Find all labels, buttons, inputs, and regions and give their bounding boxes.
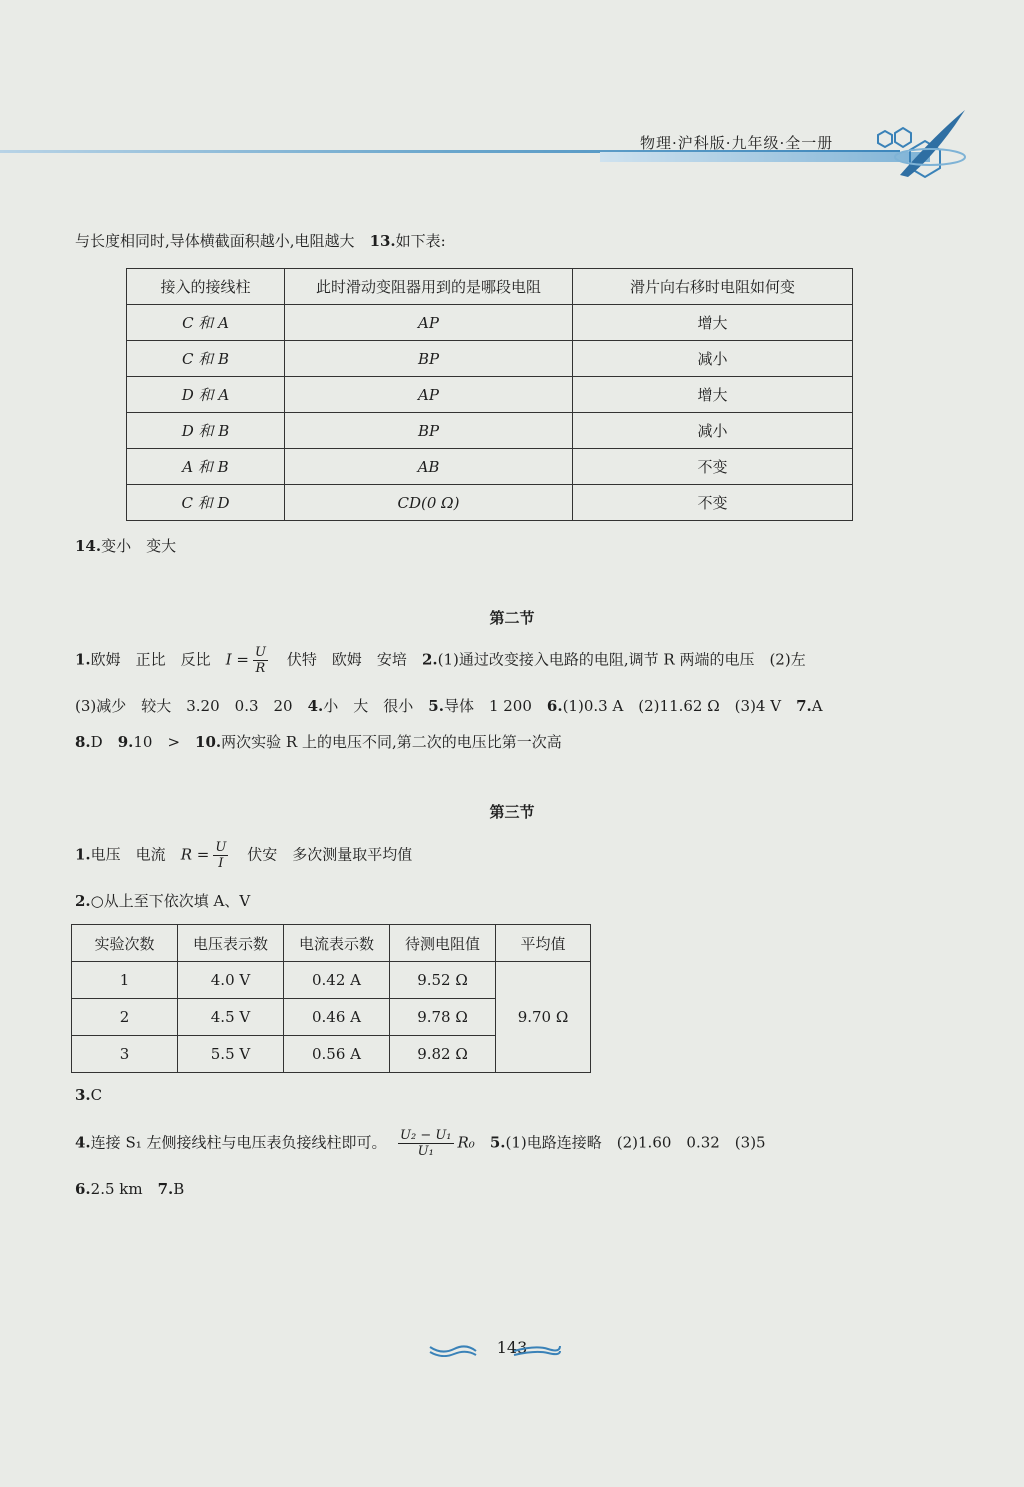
intro-line (75, 230, 446, 251)
answer-text: ○从上至下依次填 A、V (90, 892, 251, 910)
fraction (213, 840, 228, 871)
fraction-numerator: U (254, 645, 266, 660)
r0-symbol: R₀ (457, 1133, 475, 1152)
table2-cell: 9.78 Ω (390, 999, 496, 1036)
q14-text: 变小 变大 (101, 537, 177, 555)
resistance-formula: R = (180, 845, 210, 864)
page-number: 143 (496, 1338, 528, 1357)
table-row (127, 377, 853, 413)
section3-line5 (75, 1178, 184, 1199)
section2-title: 第二节 (489, 609, 535, 627)
answer-number: 1. (75, 650, 91, 669)
table2-cell: 4.5 V (178, 999, 284, 1036)
table2-header: 电压表示数 (178, 925, 284, 962)
answer-text: 伏特 欧姆 安培 (271, 650, 422, 669)
q13-text: 如下表: (395, 232, 446, 250)
fraction-denominator: I (218, 856, 224, 871)
section3-line3 (75, 1086, 102, 1104)
table-row (127, 485, 853, 521)
answer-text: D (90, 733, 118, 751)
table2-cell: 5.5 V (178, 1036, 284, 1073)
answer-number: 7. (796, 697, 812, 715)
fraction-denominator: U₁ (417, 1144, 434, 1159)
q14-line (75, 535, 176, 556)
measurement-table (71, 924, 591, 1073)
answer-text: 两次实验 R 上的电压不同,第二次的电压比第一次高 (221, 733, 562, 751)
answer-text: 连接 S₁ 左侧接线柱与电压表负接线柱即可。 (90, 1133, 379, 1152)
table2-cell: 9.82 Ω (390, 1036, 496, 1073)
answer-number: 10. (195, 733, 222, 751)
table1-cell: AP (285, 377, 573, 413)
table1-cell: D 和 B (127, 413, 285, 449)
table-row (127, 341, 853, 377)
table1-cell: C 和 D (127, 485, 285, 521)
table1-cell: 增大 (573, 377, 853, 413)
section2-line1 (75, 645, 806, 676)
table-row (72, 962, 591, 999)
table1-cell: 减小 (573, 413, 853, 449)
page-wave-right-icon (512, 1343, 562, 1357)
section3-title: 第三节 (489, 803, 535, 821)
fraction (253, 645, 268, 676)
answer-text: (1)通过改变接入电路的电阻,调节 R 两端的电压 (2)左 (437, 650, 806, 669)
answer-number: 6. (75, 1180, 91, 1198)
answer-number: 7. (157, 1180, 174, 1198)
table2-cell: 0.46 A (284, 999, 390, 1036)
table1-cell: 不变 (573, 449, 853, 485)
answer-text: (3)减少 较大 3.20 0.3 20 (75, 697, 308, 715)
table-row (127, 305, 853, 341)
q14-number: 14. (75, 537, 102, 555)
table1-cell: 增大 (573, 305, 853, 341)
answer-text: (1)0.3 A (2)11.62 Ω (3)4 V (562, 697, 797, 715)
table2-cell: 9.52 Ω (390, 962, 496, 999)
section2-line3 (75, 731, 562, 752)
answer-number: 2. (421, 650, 438, 669)
answer-number: 5. (428, 697, 444, 715)
table1-cell: AP (285, 305, 573, 341)
table1-cell: CD(0 Ω) (285, 485, 573, 521)
table1-cell: BP (285, 341, 573, 377)
table2-cell: 2 (72, 999, 178, 1036)
fraction (398, 1128, 454, 1159)
ohm-law-formula: I = (225, 650, 249, 669)
table2-cell: 4.0 V (178, 962, 284, 999)
table1-cell: AB (285, 449, 573, 485)
table2-header: 电流表示数 (284, 925, 390, 962)
answer-number: 1. (75, 845, 91, 864)
table-row (127, 449, 853, 485)
table2-cell: 0.42 A (284, 962, 390, 999)
table1-cell: 减小 (573, 341, 853, 377)
table2-header: 平均值 (496, 925, 591, 962)
answer-text: 欧姆 正比 反比 (90, 650, 226, 669)
answer-number: 2. (75, 892, 91, 910)
table1-header: 接入的接线柱 (127, 269, 285, 305)
answer-text: 2.5 km (90, 1180, 158, 1198)
answer-number: 4. (75, 1133, 91, 1152)
table1-header: 此时滑动变阻器用到的是哪段电阻 (285, 269, 573, 305)
table-row (127, 413, 853, 449)
answer-text: 导体 1 200 (443, 697, 547, 715)
answer-number: 4. (307, 697, 324, 715)
section3-line2 (75, 890, 250, 911)
average-cell: 9.70 Ω (496, 962, 591, 1073)
rheostat-table (126, 268, 853, 521)
table1-cell: A 和 B (127, 449, 285, 485)
answer-text: 伏安 多次测量取平均值 (232, 845, 413, 864)
answer-text: (1)电路连接略 (2)1.60 0.32 (3)5 (505, 1133, 766, 1152)
table1-cell: D 和 A (127, 377, 285, 413)
section3-line1 (75, 840, 412, 871)
section2-line2 (75, 695, 823, 716)
answer-number: 8. (75, 733, 91, 751)
table2-cell: 3 (72, 1036, 178, 1073)
hexagon-logo-icon (840, 105, 970, 195)
table1-cell: 不变 (573, 485, 853, 521)
q13-number: 13. (369, 232, 396, 250)
answer-number: 5. (489, 1133, 506, 1152)
intro-text: 与长度相同时,导体横截面积越小,电阻越大 (75, 232, 355, 250)
answer-text: B (173, 1180, 185, 1198)
header-title: 物理·沪科版·九年级·全一册 (640, 134, 834, 152)
answer-text: 10 > (133, 733, 196, 751)
fraction-denominator: R (255, 661, 266, 676)
answer-number: 3. (75, 1086, 91, 1104)
table2-cell: 1 (72, 962, 178, 999)
table1-header: 滑片向右移时电阻如何变 (573, 269, 853, 305)
table1-cell: C 和 A (127, 305, 285, 341)
answer-text: 电压 电流 (90, 845, 181, 864)
answer-text: C (90, 1086, 103, 1104)
fraction-numerator: U₂ − U₁ (400, 1128, 452, 1143)
table2-header: 待测电阻值 (390, 925, 496, 962)
table1-cell: C 和 B (127, 341, 285, 377)
table1-cell: BP (285, 413, 573, 449)
fraction-numerator: U (215, 840, 227, 855)
table2-header: 实验次数 (72, 925, 178, 962)
answer-text: A (811, 697, 823, 715)
answer-text: 小 大 很小 (323, 697, 429, 715)
answer-number: 6. (546, 697, 563, 715)
section3-line4 (75, 1128, 766, 1159)
answer-number: 9. (117, 733, 134, 751)
table2-cell: 0.56 A (284, 1036, 390, 1073)
